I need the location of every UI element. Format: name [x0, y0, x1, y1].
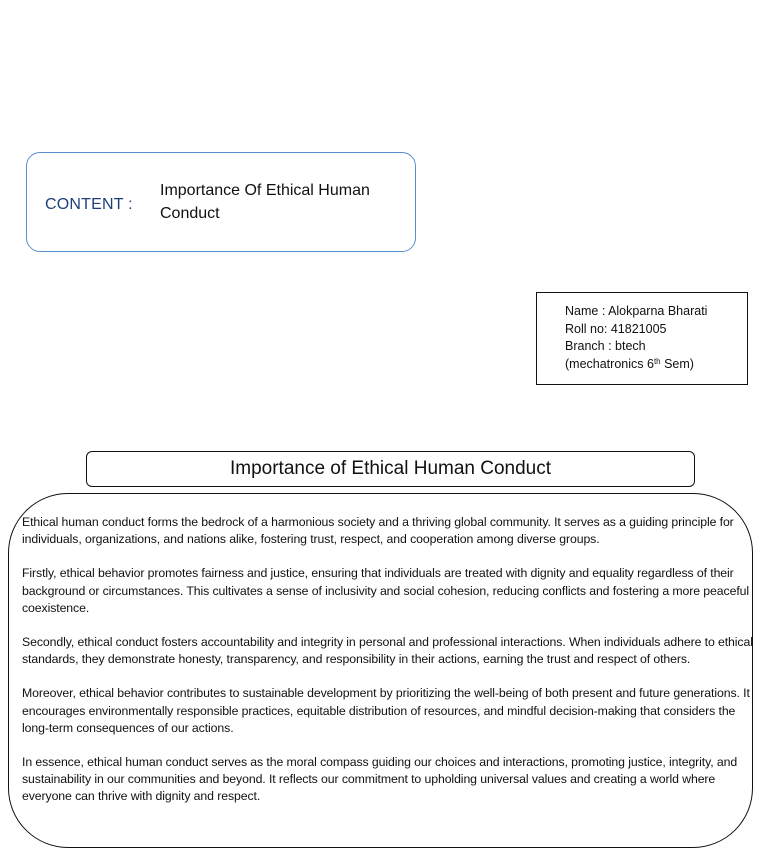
- essay-paragraph: Firstly, ethical behavior promotes fairness and justice, ensuring that individuals are treated with dignity and equality regardless of their background or circumstances. This cultivates a sense of inclusivity and social cohesion, reducing conflicts and fostering a more peaceful coexistence.: [22, 566, 750, 615]
- content-title-line-2: Conduct: [160, 205, 220, 222]
- semester-suffix: Sem): [660, 356, 694, 371]
- essay-paragraph: Secondly, ethical conduct fosters accountability and integrity in personal and professional interactions. When individuals adhere to ethical standards, they demonstrate honesty, transparency, and responsibility in their actions, earning the trust and respect of others.: [22, 635, 753, 667]
- content-box: [26, 152, 416, 252]
- essay-paragraph: Ethical human conduct forms the bedrock of a harmonious society and a thriving global community. It serves as a guiding principle for individuals, organizations, and nations alike, fostering trust, respect, and cooperation among diverse groups.: [22, 515, 734, 547]
- essay-paragraph: Moreover, ethical behavior contributes to sustainable development by prioritizing the well-being of both present and future generations. It encourages environmentally responsible practices, equitable distribution of resources, and mindful decision-making that considers the long-term consequences of our actions.: [22, 686, 750, 735]
- content-title: [160, 179, 410, 225]
- semester: [565, 356, 747, 374]
- essay-body: [22, 514, 757, 823]
- essay-heading: Importance of Ethical Human Conduct: [86, 451, 695, 487]
- essay-paragraph: In essence, ethical human conduct serves as the moral compass guiding our choices and interactions, promoting justice, integrity, and sustainability in our communities and beyond. It reflects our commitment to upholding universal values and creating a world where everyone can thrive with dignity and respect.: [22, 755, 738, 804]
- student-info-box: [536, 292, 748, 385]
- content-title-line-1: Importance Of Ethical Human: [160, 182, 370, 199]
- roll-number: Roll no: 41821005: [565, 321, 667, 336]
- semester-prefix: (mechatronics 6: [565, 356, 654, 371]
- student-name: Name : Alokparna Bharati: [565, 304, 708, 318]
- branch: Branch : btech: [565, 339, 646, 353]
- content-label: CONTENT :: [45, 196, 133, 213]
- semester-ordinal: th: [653, 356, 661, 366]
